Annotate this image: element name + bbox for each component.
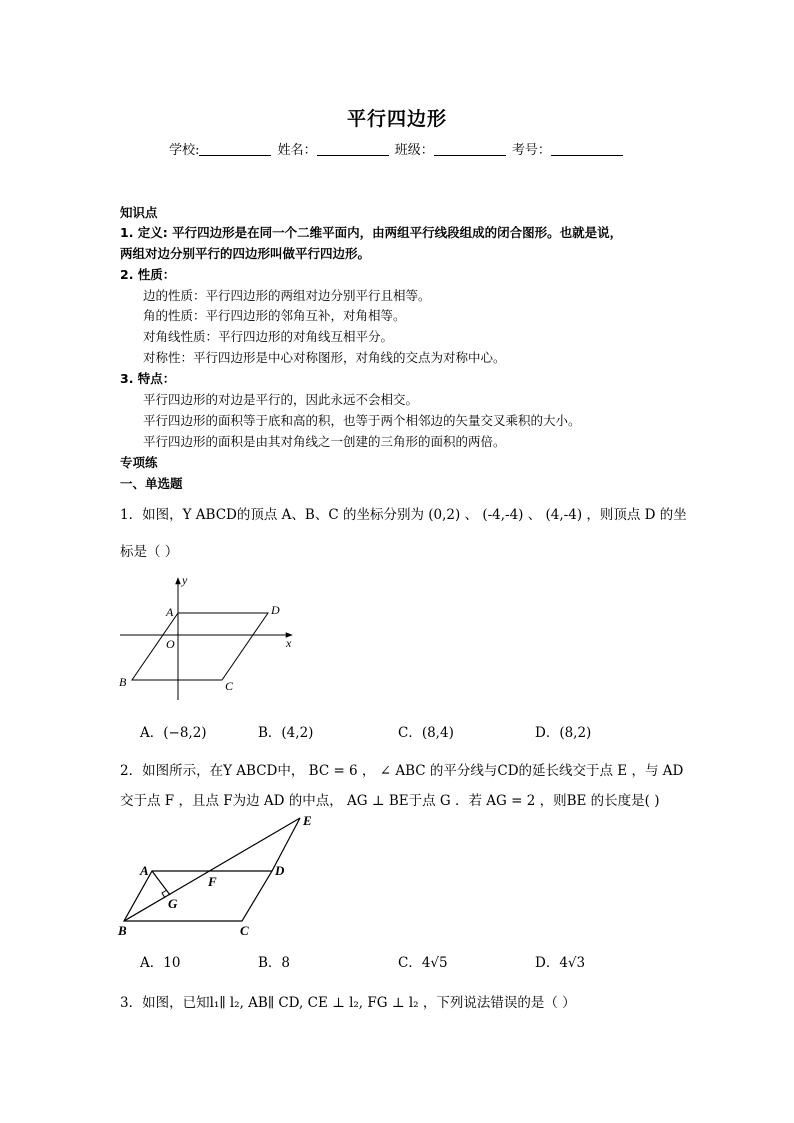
point-b-label: B [119,675,127,689]
perpendicular-ag [152,871,170,895]
q1-figure [110,570,310,705]
point-d-label: D [275,863,285,878]
feature-3: 平行四边形的面积是由其对角线之一创建的三角形的面积的两倍。 [143,434,506,449]
knowledge-heading: 知识点 [120,205,158,220]
exam-no-label: 考号： [511,143,551,158]
student-info-line [0,139,794,158]
exam-no-blank[interactable] [551,142,623,156]
x-axis-label: x [286,636,292,650]
point-c-label: C [225,679,234,693]
page-title: 平行四边形 [346,108,447,130]
point-e-label: E [303,813,312,828]
q2-stem-line-1: 2．如图所示，在Y ABCD中， BC = 6 ， ∠ ABC 的平分线与CD的延长线交于点 E ，与 AD [120,763,684,779]
origin-label: O [166,637,175,651]
bisector-be [124,818,300,921]
point-c-label: C [240,923,249,938]
point-f-label: F [208,874,217,889]
q2-stem-line-2: 交于点 F ，且点 F为边 AD 的中点， AG ⊥ BE于点 G ．若 AG = 2 ，则BE 的长度是( ) [120,793,660,809]
class-label: 班级： [394,143,434,158]
q2-option-b[interactable]: B．8 [258,955,291,971]
q2-option-c[interactable]: C．4√5 [398,955,448,971]
school-label: 学校: [169,143,200,158]
feature-1: 平行四边形的对边是平行的，因此永远不会相交。 [143,392,419,407]
properties-heading: 2. 性质： [120,267,176,282]
property-side: 边的性质：平行四边形的两组对边分别平行且相等。 [143,288,431,303]
q2-option-d[interactable]: D．4√3 [535,955,586,971]
feature-2: 平行四边形的面积等于底和高的积，也等于两个相邻边的矢量交叉乘积的大小。 [143,413,581,428]
single-choice-heading: 一、单选题 [120,476,183,491]
point-a-label: A [166,605,174,619]
definition-line-1: 1. 定义: 平行四边形是在同一个二维平面内，由两组平行线段组成的闭合图形。也就是说， [120,225,623,240]
school-blank[interactable] [199,142,271,156]
q1-option-b[interactable]: B．(4,2) [258,725,314,741]
q1-option-a[interactable]: A．(−8,2) [140,725,207,741]
point-b-label: B [118,923,127,938]
definition-line-2: 两组对边分别平行的四边形叫做平行四边形。 [120,246,371,261]
q3-stem-line-1: 3．如图，已知l₁∥ l₂, AB∥ CD, CE ⊥ l₂, FG ⊥ l₂ ，下列说法错误的是（ ） [120,995,576,1011]
q2-option-a[interactable]: A．10 [140,955,181,971]
name-label: 姓名： [277,143,317,158]
property-diagonal: 对角线性质：平行四边形的对角线互相平分。 [143,329,394,344]
q2-figure [110,808,325,943]
point-g-label: G [168,896,178,911]
property-angle: 角的性质：平行四边形的邻角互补，对角相等。 [143,308,406,323]
class-blank[interactable] [434,142,506,156]
property-symmetry: 对称性：平行四边形是中心对称图形，对角线的交点为对称中心。 [143,350,506,365]
q1-option-d[interactable]: D．(8,2) [535,725,592,741]
q1-stem-line-1: 1．如图，Y ABCD的顶点 A、B、C 的坐标分别为 (0,2) 、 (-4,-4) 、 (4,-4) ，则顶点 D 的坐 [120,507,687,523]
practice-heading: 专项练 [120,455,158,470]
point-d-label: D [271,603,280,617]
name-blank[interactable] [317,142,389,156]
y-axis-label: y [182,573,188,587]
features-heading: 3. 特点： [120,371,176,386]
point-a-label: A [140,863,149,878]
parallelogram-abcd [132,613,268,680]
q1-option-c[interactable]: C．(8,4) [398,725,454,741]
parallelogram-abcd [124,871,272,921]
q1-stem-line-2: 标是（ ） [120,544,179,560]
